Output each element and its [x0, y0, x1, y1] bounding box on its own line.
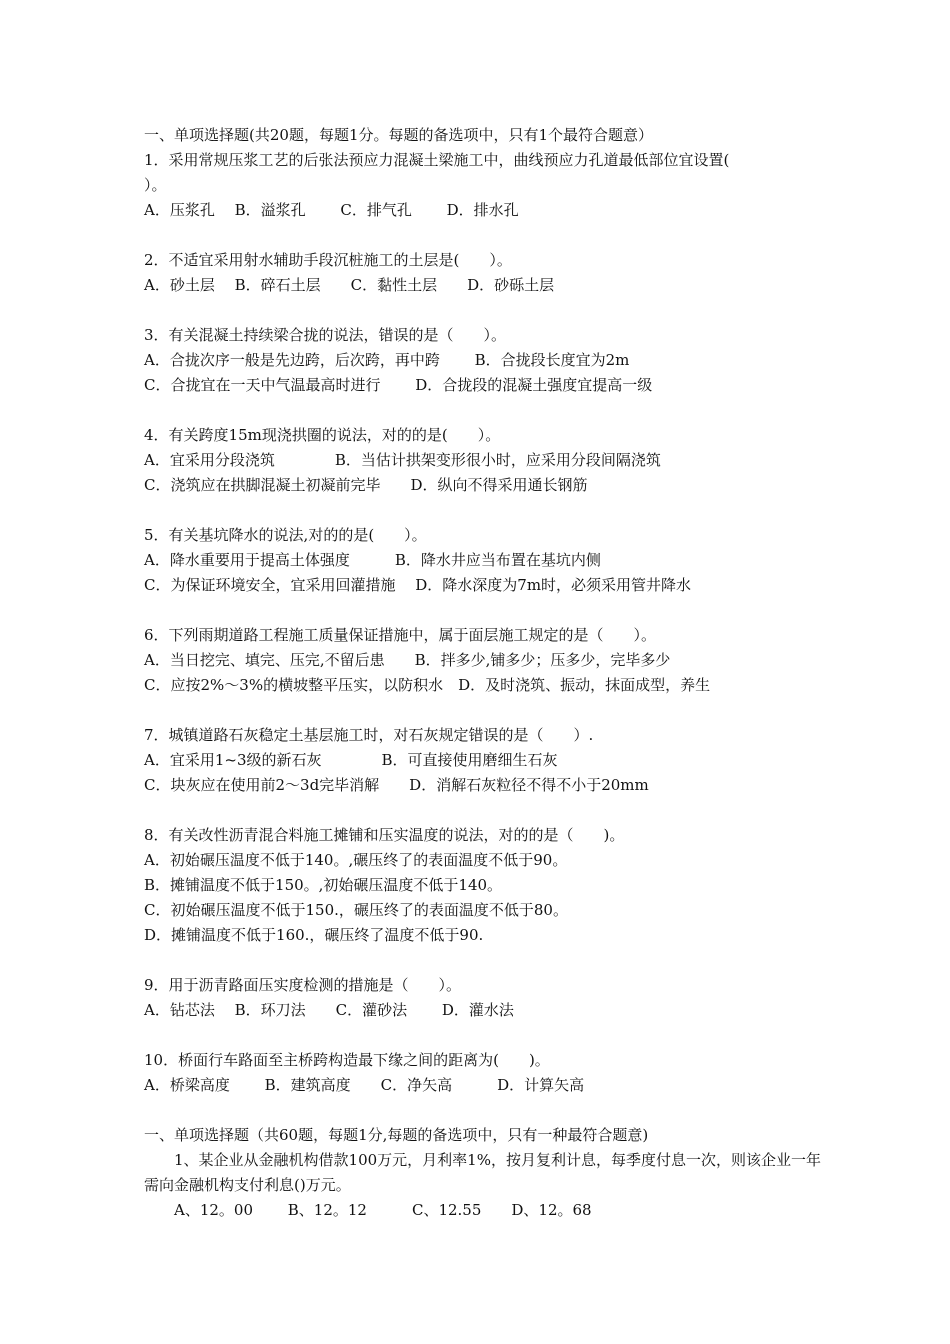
q8-option-b: B．摊铺温度不低于150。,初始碾压温度不低于140。	[144, 876, 503, 894]
q8-option-c: C．初始碾压温度不低于150.，碾压终了的表面温度不低于80。	[144, 901, 568, 919]
section-2-heading: 一、单项选择题（共60题，每题1分,每题的备选项中，只有一种最符合题意)	[144, 1126, 649, 1144]
q5-options-cd: C．为保证环境安全，宜采用回灌措施 D．降水深度为7m时，必须采用管井降水	[144, 576, 692, 594]
q5-options-ab: A．降水重要用于提高土体强度 B．降水井应当布置在基坑内侧	[144, 551, 601, 569]
q7-options-ab: A．宜采用1~3级的新石灰 B．可直接使用磨细生石灰	[144, 751, 558, 769]
q3-options-ab: A．合拢次序一般是先边跨，后次跨，再中跨 B．合拢段长度宜为2m	[144, 351, 630, 369]
q9-options: A．钻芯法 B．环刀法 C．灌砂法 D．灌水法	[144, 1001, 514, 1019]
section-1-heading: 一、单项选择题(共20题，每题1分。每题的备选项中，只有1个最符合题意）	[144, 126, 654, 144]
q10-stem: 10．桥面行车路面至主桥跨构造最下缘之间的距离为( )。	[144, 1051, 550, 1069]
q5-stem: 5．有关基坑降水的说法,对的的是( ）。	[144, 526, 427, 544]
q6-stem: 6．下列雨期道路工程施工质量保证措施中，属于面层施工规定的是（ ）。	[144, 626, 657, 644]
q6-options-cd: C．应按2%～3%的横坡整平压实，以防积水 D．及时浇筑、振动，抹面成型，养生	[144, 676, 711, 694]
q7-stem: 7．城镇道路石灰稳定土基层施工时，对石灰规定错误的是（ ）.	[144, 726, 594, 744]
q2-options: A．砂土层 B．碎石土层 C．黏性土层 D．砂砾土层	[144, 276, 555, 294]
q4-options-ab: A．宜采用分段浇筑 B．当估计拱架变形很小时，应采用分段间隔浇筑	[144, 451, 661, 469]
s2-q1-options: A、12。00 B、12。12 C、12.55 D、12。68	[144, 1201, 592, 1219]
q7-options-cd: C．块灰应在使用前2～3d完毕消解 D．消解石灰粒径不得不小于20mm	[144, 776, 649, 794]
q8-option-a: A．初始碾压温度不低于140。,碾压终了的表面温度不低于90。	[144, 851, 568, 869]
q4-options-cd: C．浇筑应在拱脚混凝土初凝前完毕 D．纵向不得采用通长钢筋	[144, 476, 588, 494]
q1-stem-line2: ）。	[144, 176, 167, 194]
s2-q1-stem: 1、某企业从金融机构借款100万元，月利率1%，按月复利计息，每季度付息一次，则该企业一年需向金融机构支付利息()万元。	[144, 1151, 821, 1194]
q6-options-ab: A．当日挖完、填完、压完,不留后患 B．拌多少,铺多少；压多少，完毕多少	[144, 651, 671, 669]
q8-stem: 8．有关改性沥青混合料施工摊铺和压实温度的说法，对的的是（ )。	[144, 826, 625, 844]
q10-options: A．桥梁高度 B．建筑高度 C．净矢高 D．计算矢高	[144, 1076, 585, 1094]
q2-stem: 2．不适宜采用射水辅助手段沉桩施工的土层是( ）。	[144, 251, 512, 269]
q3-stem: 3．有关混凝土持续梁合拢的说法，错误的是（ ）。	[144, 326, 507, 344]
q3-options-cd: C．合拢宜在一天中气温最高时进行 D．合拢段的混凝土强度宜提高一级	[144, 376, 653, 394]
q1-options: A．压浆孔 B．溢浆孔 C．排气孔 D．排水孔	[144, 201, 519, 219]
q9-stem: 9．用于沥青路面压实度检测的措施是（ ）。	[144, 976, 462, 994]
q4-stem: 4．有关跨度15m现浇拱圈的说法，对的的是( ）。	[144, 426, 501, 444]
document-page	[144, 123, 824, 1223]
q8-option-d: D．摊铺温度不低于160.，碾压终了温度不低于90.	[144, 926, 484, 944]
q1-stem-line1: 1．采用常规压浆工艺的后张法预应力混凝土梁施工中，曲线预应力孔道最低部位宜设置(	[144, 151, 730, 169]
